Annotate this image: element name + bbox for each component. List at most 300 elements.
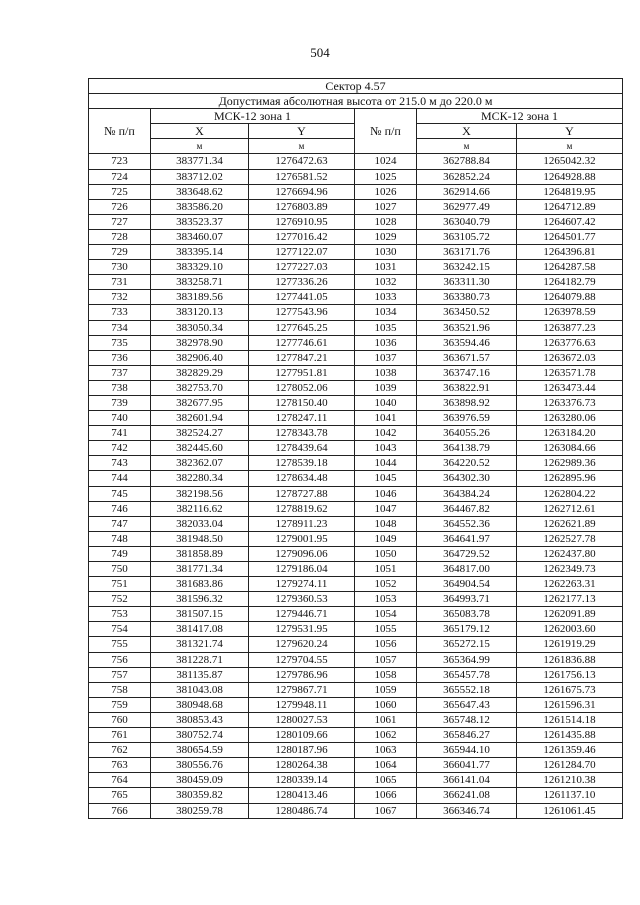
- y-coord-left: 1277336.26: [249, 275, 355, 290]
- x-coord-left: 383329.10: [151, 260, 249, 275]
- y-coord-right: 1261836.88: [517, 652, 623, 667]
- point-number-left: 742: [89, 441, 151, 456]
- point-number-right: 1052: [355, 577, 417, 592]
- y-coord-left: 1276472.63: [249, 154, 355, 169]
- table-row: [89, 501, 623, 516]
- y-header-right: Y: [517, 124, 623, 139]
- point-number-right: 1041: [355, 411, 417, 426]
- x-coord-right: 364055.26: [417, 426, 517, 441]
- y-coord-left: 1278247.11: [249, 411, 355, 426]
- y-coord-left: 1280486.74: [249, 803, 355, 818]
- y-coord-right: 1264287.58: [517, 260, 623, 275]
- x-coord-left: 382198.56: [151, 486, 249, 501]
- x-coord-left: 381771.34: [151, 562, 249, 577]
- x-coord-left: 380556.76: [151, 758, 249, 773]
- x-coord-right: 364138.79: [417, 441, 517, 456]
- x-coord-left: 381507.15: [151, 607, 249, 622]
- x-coord-right: 363747.16: [417, 365, 517, 380]
- y-coord-left: 1279867.71: [249, 682, 355, 697]
- table-row: [89, 199, 623, 214]
- y-coord-right: 1261756.13: [517, 667, 623, 682]
- y-coord-right: 1264501.77: [517, 229, 623, 244]
- table-body: [89, 154, 623, 818]
- point-number-left: 751: [89, 577, 151, 592]
- table-row: [89, 260, 623, 275]
- point-number-right: 1051: [355, 562, 417, 577]
- table-row: [89, 335, 623, 350]
- table-row: [89, 788, 623, 803]
- x-coord-left: 383050.34: [151, 320, 249, 335]
- table-row: [89, 275, 623, 290]
- table-row: [89, 607, 623, 622]
- x-coord-right: 365272.15: [417, 637, 517, 652]
- point-number-left: 743: [89, 456, 151, 471]
- y-coord-right: 1262437.80: [517, 546, 623, 561]
- x-coord-right: 365846.27: [417, 728, 517, 743]
- y-coord-right: 1264607.42: [517, 214, 623, 229]
- table-row: [89, 546, 623, 561]
- point-number-left: 725: [89, 184, 151, 199]
- x-coord-right: 363171.76: [417, 245, 517, 260]
- x-coord-right: 364302.30: [417, 471, 517, 486]
- x-coord-left: 383771.34: [151, 154, 249, 169]
- table-row: [89, 169, 623, 184]
- y-coord-left: 1279274.11: [249, 577, 355, 592]
- point-number-left: 766: [89, 803, 151, 818]
- x-coord-right: 363671.57: [417, 350, 517, 365]
- x-coord-left: 383712.02: [151, 169, 249, 184]
- table-row: [89, 758, 623, 773]
- x-coord-right: 364220.52: [417, 456, 517, 471]
- x-coord-left: 380259.78: [151, 803, 249, 818]
- y-coord-left: 1279446.71: [249, 607, 355, 622]
- page-number: 504: [310, 45, 330, 60]
- point-number-right: 1042: [355, 426, 417, 441]
- point-number-right: 1033: [355, 290, 417, 305]
- table-row: [89, 184, 623, 199]
- x-coord-left: 381135.87: [151, 667, 249, 682]
- x-coord-right: 365457.78: [417, 667, 517, 682]
- point-number-right: 1026: [355, 184, 417, 199]
- point-number-right: 1030: [355, 245, 417, 260]
- table-row: [89, 486, 623, 501]
- point-number-left: 740: [89, 411, 151, 426]
- point-number-left: 729: [89, 245, 151, 260]
- y-coord-left: 1277746.61: [249, 335, 355, 350]
- x-coord-left: 383648.62: [151, 184, 249, 199]
- x-coord-left: 382829.29: [151, 365, 249, 380]
- x-coord-right: 363040.79: [417, 214, 517, 229]
- x-coord-left: 381596.32: [151, 592, 249, 607]
- point-number-right: 1028: [355, 214, 417, 229]
- x-unit-right: м: [417, 139, 517, 154]
- x-coord-right: 362788.84: [417, 154, 517, 169]
- table-row: [89, 154, 623, 169]
- y-coord-left: 1277441.05: [249, 290, 355, 305]
- x-coord-right: 363311.30: [417, 275, 517, 290]
- table-row: [89, 305, 623, 320]
- y-header-left: Y: [249, 124, 355, 139]
- x-coord-left: 380359.82: [151, 788, 249, 803]
- point-number-left: 747: [89, 516, 151, 531]
- y-coord-right: 1264182.79: [517, 275, 623, 290]
- point-number-right: 1035: [355, 320, 417, 335]
- point-number-right: 1048: [355, 516, 417, 531]
- x-coord-right: 364552.36: [417, 516, 517, 531]
- point-number-left: 724: [89, 169, 151, 184]
- x-coord-left: 381417.08: [151, 622, 249, 637]
- x-coord-right: 363450.52: [417, 305, 517, 320]
- y-coord-left: 1277847.21: [249, 350, 355, 365]
- point-number-right: 1031: [355, 260, 417, 275]
- y-coord-left: 1279786.96: [249, 667, 355, 682]
- x-coord-left: 382906.40: [151, 350, 249, 365]
- x-coord-left: 380752.74: [151, 728, 249, 743]
- y-coord-left: 1278539.18: [249, 456, 355, 471]
- table-row: [89, 562, 623, 577]
- y-coord-left: 1277645.25: [249, 320, 355, 335]
- x-coord-left: 380459.09: [151, 773, 249, 788]
- x-coord-left: 381683.86: [151, 577, 249, 592]
- point-number-left: 756: [89, 652, 151, 667]
- point-number-right: 1059: [355, 682, 417, 697]
- x-unit-left: м: [151, 139, 249, 154]
- table-row: [89, 592, 623, 607]
- y-coord-right: 1262621.89: [517, 516, 623, 531]
- table-row: [89, 667, 623, 682]
- row-number-header-left: № п/п: [89, 109, 151, 154]
- y-coord-right: 1264079.88: [517, 290, 623, 305]
- x-coord-right: 362852.24: [417, 169, 517, 184]
- y-coord-right: 1263776.63: [517, 335, 623, 350]
- x-coord-right: 364467.82: [417, 501, 517, 516]
- table-row: [89, 712, 623, 727]
- y-coord-right: 1263571.78: [517, 365, 623, 380]
- sector-title: Сектор 4.57: [89, 79, 623, 94]
- point-number-left: 723: [89, 154, 151, 169]
- x-coord-right: 363822.91: [417, 380, 517, 395]
- y-coord-right: 1261061.45: [517, 803, 623, 818]
- y-coord-left: 1278727.88: [249, 486, 355, 501]
- point-number-left: 728: [89, 229, 151, 244]
- x-coord-right: 366041.77: [417, 758, 517, 773]
- y-coord-right: 1262989.36: [517, 456, 623, 471]
- y-coord-right: 1262712.61: [517, 501, 623, 516]
- table-row: [89, 803, 623, 818]
- point-number-right: 1067: [355, 803, 417, 818]
- x-coord-left: 382033.04: [151, 516, 249, 531]
- point-number-right: 1024: [355, 154, 417, 169]
- point-number-left: 738: [89, 380, 151, 395]
- y-coord-right: 1262349.73: [517, 562, 623, 577]
- y-coord-right: 1262895.96: [517, 471, 623, 486]
- point-number-left: 762: [89, 743, 151, 758]
- x-coord-left: 382677.95: [151, 395, 249, 410]
- point-number-right: 1056: [355, 637, 417, 652]
- y-coord-right: 1261675.73: [517, 682, 623, 697]
- x-coord-left: 381948.50: [151, 531, 249, 546]
- table-row: [89, 637, 623, 652]
- table-row: [89, 290, 623, 305]
- point-number-left: 735: [89, 335, 151, 350]
- y-coord-left: 1277227.03: [249, 260, 355, 275]
- x-coord-left: 380948.68: [151, 697, 249, 712]
- y-coord-left: 1279948.11: [249, 697, 355, 712]
- y-coord-left: 1278911.23: [249, 516, 355, 531]
- point-number-left: 741: [89, 426, 151, 441]
- y-coord-left: 1279186.04: [249, 562, 355, 577]
- x-coord-right: 363898.92: [417, 395, 517, 410]
- table-row: [89, 728, 623, 743]
- y-coord-right: 1262527.78: [517, 531, 623, 546]
- table-row: [89, 320, 623, 335]
- table-row: [89, 682, 623, 697]
- point-number-left: 736: [89, 350, 151, 365]
- point-number-right: 1062: [355, 728, 417, 743]
- y-coord-left: 1279620.24: [249, 637, 355, 652]
- x-coord-left: 383120.13: [151, 305, 249, 320]
- point-number-left: 763: [89, 758, 151, 773]
- x-coord-right: 364817.00: [417, 562, 517, 577]
- y-coord-left: 1279360.53: [249, 592, 355, 607]
- x-coord-right: 366346.74: [417, 803, 517, 818]
- x-coord-right: 365748.12: [417, 712, 517, 727]
- y-coord-left: 1279531.95: [249, 622, 355, 637]
- point-number-right: 1037: [355, 350, 417, 365]
- y-coord-right: 1262003.60: [517, 622, 623, 637]
- x-coord-right: 362914.66: [417, 184, 517, 199]
- point-number-left: 727: [89, 214, 151, 229]
- x-coord-left: 383460.07: [151, 229, 249, 244]
- y-coord-right: 1261919.29: [517, 637, 623, 652]
- table-row: [89, 456, 623, 471]
- point-number-right: 1054: [355, 607, 417, 622]
- table-row: [89, 773, 623, 788]
- y-coord-right: 1263184.20: [517, 426, 623, 441]
- y-coord-right: 1263672.03: [517, 350, 623, 365]
- y-coord-right: 1261210.38: [517, 773, 623, 788]
- x-coord-left: 381043.08: [151, 682, 249, 697]
- x-coord-right: 364993.71: [417, 592, 517, 607]
- point-number-right: 1049: [355, 531, 417, 546]
- table-row: [89, 365, 623, 380]
- table-row: [89, 229, 623, 244]
- y-coord-right: 1264396.81: [517, 245, 623, 260]
- point-number-left: 739: [89, 395, 151, 410]
- y-coord-right: 1261284.70: [517, 758, 623, 773]
- y-unit-right: м: [517, 139, 623, 154]
- table-row: [89, 350, 623, 365]
- point-number-right: 1047: [355, 501, 417, 516]
- x-header-right: X: [417, 124, 517, 139]
- point-number-left: 726: [89, 199, 151, 214]
- point-number-right: 1057: [355, 652, 417, 667]
- point-number-right: 1032: [355, 275, 417, 290]
- table-row: [89, 214, 623, 229]
- y-coord-right: 1261359.46: [517, 743, 623, 758]
- y-coord-left: 1276694.96: [249, 184, 355, 199]
- y-coord-right: 1263877.23: [517, 320, 623, 335]
- y-coord-right: 1261435.88: [517, 728, 623, 743]
- y-coord-left: 1277951.81: [249, 365, 355, 380]
- point-number-right: 1061: [355, 712, 417, 727]
- point-number-left: 744: [89, 471, 151, 486]
- point-number-left: 737: [89, 365, 151, 380]
- x-coord-left: 382978.90: [151, 335, 249, 350]
- x-coord-right: 366241.08: [417, 788, 517, 803]
- y-coord-right: 1262177.13: [517, 592, 623, 607]
- table-row: [89, 426, 623, 441]
- point-number-right: 1038: [355, 365, 417, 380]
- y-coord-left: 1280264.38: [249, 758, 355, 773]
- y-unit-left: м: [249, 139, 355, 154]
- table-row: [89, 411, 623, 426]
- x-coord-right: 364904.54: [417, 577, 517, 592]
- point-number-left: 752: [89, 592, 151, 607]
- x-coord-left: 380853.43: [151, 712, 249, 727]
- x-coord-left: 383586.20: [151, 199, 249, 214]
- point-number-right: 1066: [355, 788, 417, 803]
- x-coord-left: 383395.14: [151, 245, 249, 260]
- point-number-left: 761: [89, 728, 151, 743]
- x-coord-right: 365647.43: [417, 697, 517, 712]
- y-coord-left: 1277122.07: [249, 245, 355, 260]
- y-coord-right: 1262263.31: [517, 577, 623, 592]
- point-number-right: 1036: [355, 335, 417, 350]
- y-coord-left: 1280413.46: [249, 788, 355, 803]
- point-number-left: 731: [89, 275, 151, 290]
- point-number-right: 1039: [355, 380, 417, 395]
- point-number-right: 1045: [355, 471, 417, 486]
- crs-header-right: МСК-12 зона 1: [417, 109, 623, 124]
- table-row: [89, 743, 623, 758]
- y-coord-right: 1263280.06: [517, 411, 623, 426]
- y-coord-left: 1280339.14: [249, 773, 355, 788]
- point-number-left: 755: [89, 637, 151, 652]
- x-coord-left: 380654.59: [151, 743, 249, 758]
- y-coord-left: 1279704.55: [249, 652, 355, 667]
- table-row: [89, 577, 623, 592]
- x-coord-right: 364384.24: [417, 486, 517, 501]
- point-number-left: 746: [89, 501, 151, 516]
- point-number-left: 750: [89, 562, 151, 577]
- point-number-right: 1044: [355, 456, 417, 471]
- point-number-left: 765: [89, 788, 151, 803]
- point-number-left: 754: [89, 622, 151, 637]
- y-coord-left: 1278439.64: [249, 441, 355, 456]
- x-coord-left: 382362.07: [151, 456, 249, 471]
- point-number-right: 1027: [355, 199, 417, 214]
- x-coord-left: 382753.70: [151, 380, 249, 395]
- table-row: [89, 652, 623, 667]
- y-coord-left: 1280027.53: [249, 712, 355, 727]
- point-number-left: 730: [89, 260, 151, 275]
- crs-header-left: МСК-12 зона 1: [151, 109, 355, 124]
- x-coord-left: 382601.94: [151, 411, 249, 426]
- y-coord-left: 1278819.62: [249, 501, 355, 516]
- x-coord-right: 362977.49: [417, 199, 517, 214]
- point-number-left: 734: [89, 320, 151, 335]
- point-number-left: 760: [89, 712, 151, 727]
- y-coord-left: 1276803.89: [249, 199, 355, 214]
- x-coord-right: 366141.04: [417, 773, 517, 788]
- point-number-right: 1053: [355, 592, 417, 607]
- point-number-right: 1060: [355, 697, 417, 712]
- x-coord-left: 381228.71: [151, 652, 249, 667]
- x-coord-right: 365083.78: [417, 607, 517, 622]
- point-number-right: 1040: [355, 395, 417, 410]
- y-coord-left: 1276910.95: [249, 214, 355, 229]
- table-row: [89, 531, 623, 546]
- x-coord-left: 382445.60: [151, 441, 249, 456]
- point-number-right: 1063: [355, 743, 417, 758]
- y-coord-left: 1278634.48: [249, 471, 355, 486]
- y-coord-right: 1263978.59: [517, 305, 623, 320]
- point-number-left: 749: [89, 546, 151, 561]
- y-coord-left: 1277543.96: [249, 305, 355, 320]
- point-number-left: 732: [89, 290, 151, 305]
- point-number-left: 753: [89, 607, 151, 622]
- x-coord-right: 364729.52: [417, 546, 517, 561]
- x-coord-left: 382116.62: [151, 501, 249, 516]
- table-row: [89, 516, 623, 531]
- point-number-left: 733: [89, 305, 151, 320]
- x-coord-right: 365179.12: [417, 622, 517, 637]
- point-number-left: 757: [89, 667, 151, 682]
- point-number-right: 1043: [355, 441, 417, 456]
- y-coord-right: 1264819.95: [517, 184, 623, 199]
- table-row: [89, 395, 623, 410]
- y-coord-right: 1263084.66: [517, 441, 623, 456]
- x-coord-right: 365944.10: [417, 743, 517, 758]
- x-coord-right: 363594.46: [417, 335, 517, 350]
- y-coord-left: 1279096.06: [249, 546, 355, 561]
- point-number-left: 748: [89, 531, 151, 546]
- y-coord-left: 1278150.40: [249, 395, 355, 410]
- table-row: [89, 471, 623, 486]
- point-number-left: 764: [89, 773, 151, 788]
- point-number-right: 1058: [355, 667, 417, 682]
- x-header-left: X: [151, 124, 249, 139]
- x-coord-right: 365552.18: [417, 682, 517, 697]
- point-number-right: 1050: [355, 546, 417, 561]
- x-coord-right: 363242.15: [417, 260, 517, 275]
- y-coord-right: 1261137.10: [517, 788, 623, 803]
- altitude-range: Допустимая абсолютная высота от 215.0 м до 220.0 м: [89, 94, 623, 109]
- table-row: [89, 380, 623, 395]
- point-number-right: 1064: [355, 758, 417, 773]
- point-number-right: 1034: [355, 305, 417, 320]
- point-number-right: 1055: [355, 622, 417, 637]
- y-coord-right: 1263473.44: [517, 380, 623, 395]
- y-coord-left: 1279001.95: [249, 531, 355, 546]
- x-coord-right: 363521.96: [417, 320, 517, 335]
- point-number-right: 1046: [355, 486, 417, 501]
- x-coord-left: 383189.56: [151, 290, 249, 305]
- point-number-right: 1025: [355, 169, 417, 184]
- y-coord-left: 1277016.42: [249, 229, 355, 244]
- point-number-left: 759: [89, 697, 151, 712]
- y-coord-right: 1263376.73: [517, 395, 623, 410]
- table-row: [89, 245, 623, 260]
- y-coord-right: 1264712.89: [517, 199, 623, 214]
- y-coord-right: 1265042.32: [517, 154, 623, 169]
- y-coord-right: 1261514.18: [517, 712, 623, 727]
- y-coord-left: 1278343.78: [249, 426, 355, 441]
- x-coord-right: 363976.59: [417, 411, 517, 426]
- x-coord-right: 365364.99: [417, 652, 517, 667]
- table-row: [89, 441, 623, 456]
